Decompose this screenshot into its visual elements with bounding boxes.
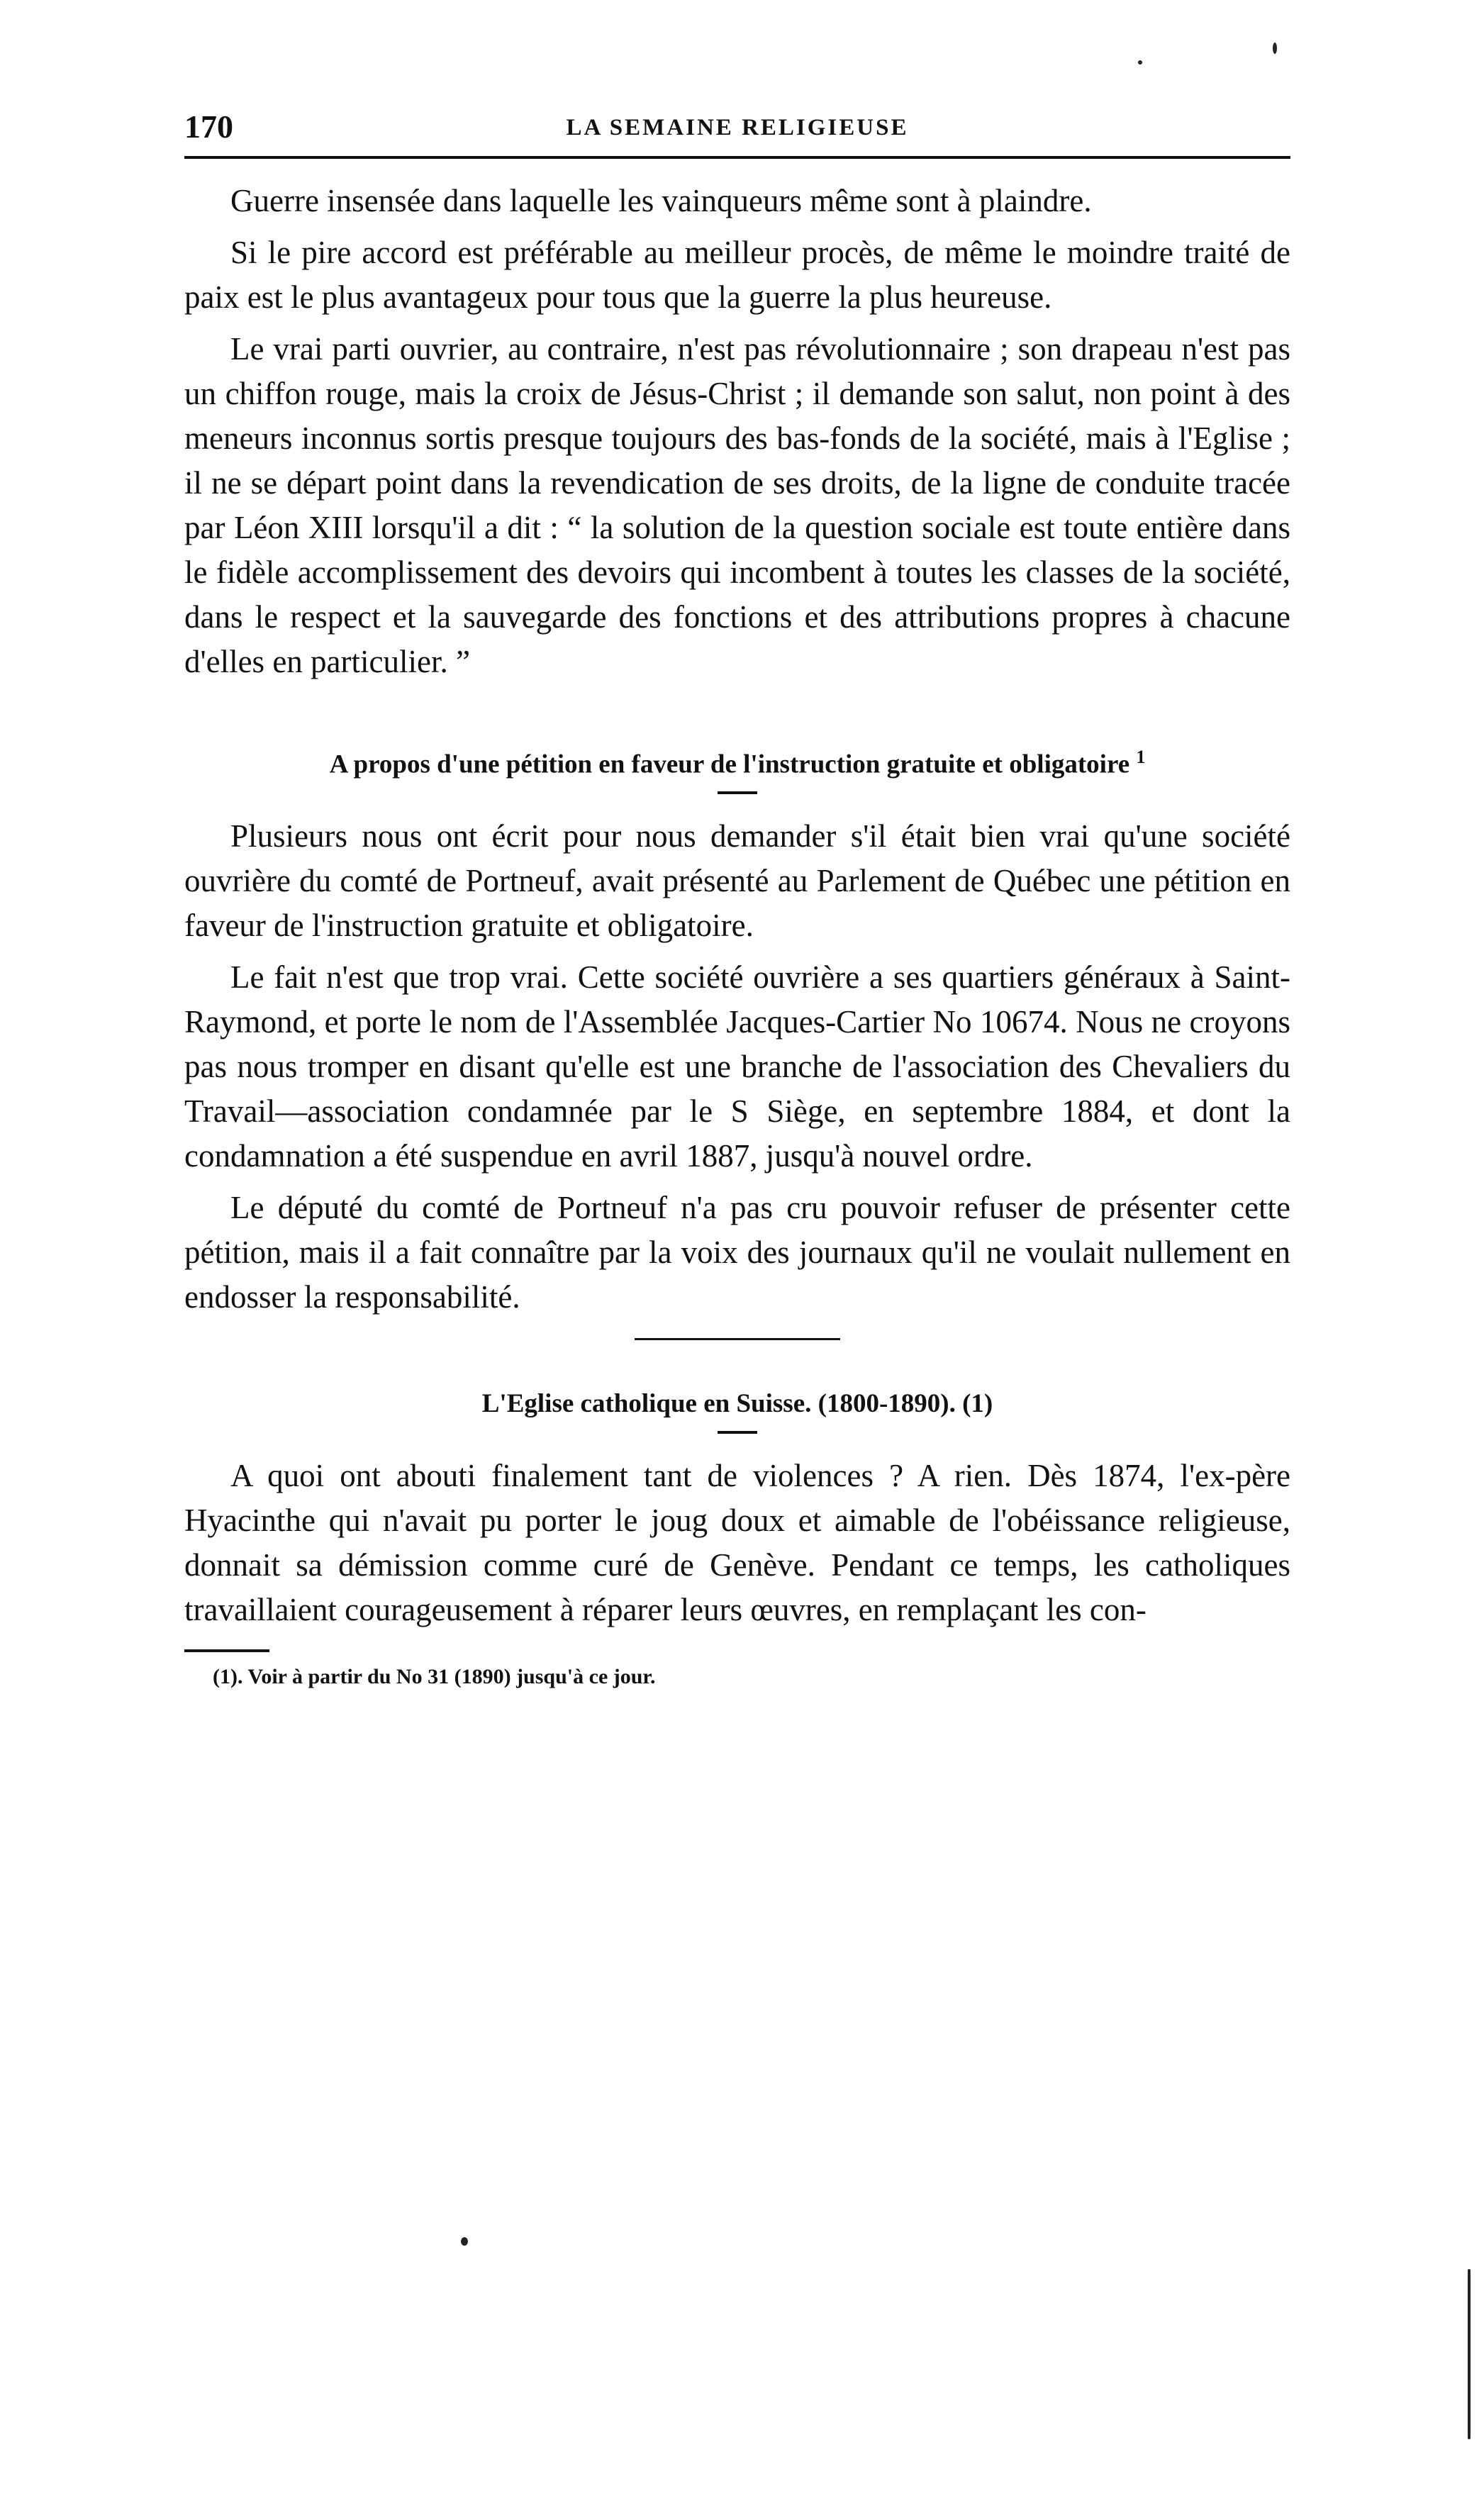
body-paragraph: Le député du comté de Portneuf n'a pas cru pouvoir refuser de présenter cette pétition, mais il a fait connaître par la voix des journaux qu'il ne voulait nullement en endosser la responsabilité. [184,1190,1290,1315]
page [184,106,1290,1693]
body-paragraph: Si le pire accord est préférable au meilleur procès, de même le moindre traité de paix est le plus avantageux pour tous que la guerre la plus heureuse. [184,235,1290,315]
body-paragraph: Guerre insensée dans laquelle les vainqueurs même sont à plaindre. [230,183,1092,218]
article-title-suisse: L'Eglise catholique en Suisse. (1800-1890). (1) [481,1389,993,1419]
scan-speck [1468,2269,1471,2439]
page-header [184,106,1290,159]
scan-speck [461,2237,468,2246]
body-paragraph: Le fait n'est que trop vrai. Cette société ouvrière a ses quartiers généraux à Saint-Raymond, et porte le nom de l'Assemblée Jacques-Cartier No 10674. Nous ne croyons pas nous tromper en disant qu'elle est une branche de l'association des Chevaliers du Travail—association condamnée par le S Siège, en septembre 1884, et dont la condamnation a été suspendue en avril 1887, jusqu'à nouvel ordre. [184,959,1290,1174]
body-paragraph: Plusieurs nous ont écrit pour nous demander s'il était bien vrai qu'une société ouvrière du comté de Portneuf, avait présenté au Parlement de Québec une pétition en faveur de l'instruction gratuite et obligatoire. [184,818,1290,944]
title-note-marker: 1 [1136,747,1146,767]
body-paragraph: A quoi ont abouti finalement tant de violences ? A rien. Dès 1874, l'ex-père Hyacinthe qui n'avait pu porter le joug doux et aimable de l'obéissance religieuse, donnait sa démission comme curé de Genève. Pendant ce temps, les catholiques travaillaient courageusement à réparer leurs œuvres, en remplaçant les con- [184,1458,1290,1628]
footnote-rule [184,1649,269,1652]
section-divider [635,1338,840,1340]
title-rule [718,1431,757,1434]
scan-speck [1138,60,1142,65]
page-number: 170 [184,108,233,145]
title-rule [718,791,757,794]
body-paragraph: Le vrai parti ouvrier, au contraire, n'est pas révolutionnaire ; son drapeau n'est pas un chiffon rouge, mais la croix de Jésus-Christ ; il demande son salut, non point à des meneurs inconnus sortis presque toujours des bas-fonds de la société, mais à l'Eglise ; il ne se départ point dans la revendication de ses droits, de la ligne de conduite tracée par Léon XIII lorsqu'il a dit : “ la solution de la question sociale est toute entière dans le fidèle accomplissement des devoirs qui incombent à toutes les classes de la société, dans le respect et la sauvegarde des fonctions et des attributions propres à chacune d'elles en particulier. ” [184,331,1290,679]
article-title-petition [213,737,1262,784]
scan-speck [1273,43,1277,54]
running-head: LA SEMAINE RELIGIEUSE [566,115,909,140]
footnote: (1). Voir à partir du No 31 (1890) jusqu'à ce jour. [213,1665,656,1689]
article-title-text: A propos d'une pétition en faveur de l'instruction gratuite et obligatoire [329,750,1130,779]
